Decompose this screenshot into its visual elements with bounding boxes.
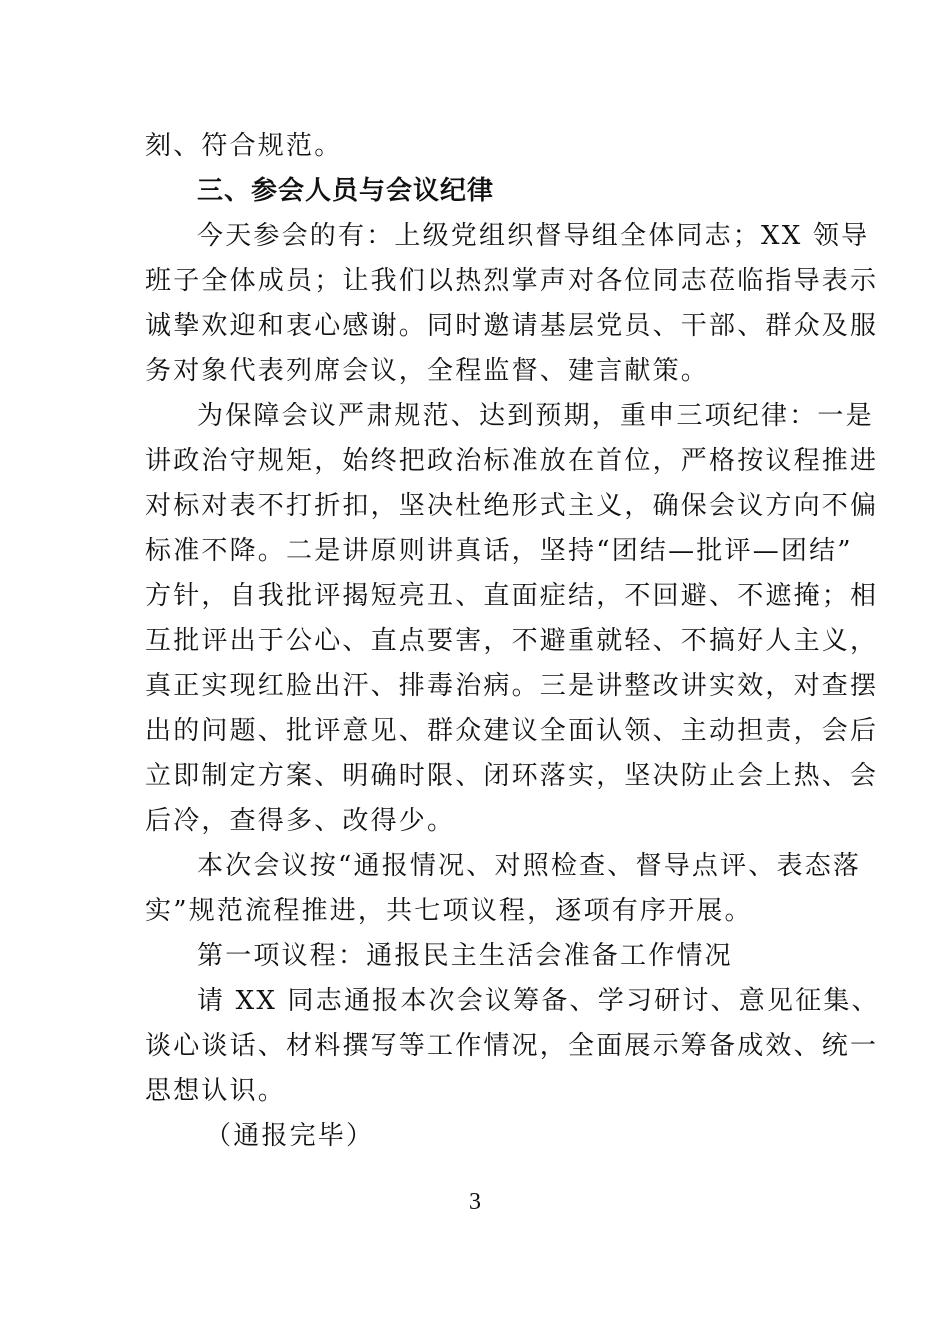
paragraph-line: 方针，自我批评揭短亮丑、直面症结，不回避、不遮掩；相 xyxy=(145,581,879,611)
paragraph-line: 讲政治守规矩，始终把政治标准放在首位，严格按议程推进 xyxy=(145,446,879,476)
paragraph-line: 为保障会议严肃规范、达到预期，重申三项纪律：一是 xyxy=(197,401,874,431)
document-body xyxy=(145,124,880,1159)
paragraph-line: 班子全体成员；让我们以热烈掌声对各位同志莅临指导表示 xyxy=(145,266,879,296)
paragraph-line: 今天参会的有：上级党组织督导组全体同志；XX 领导 xyxy=(197,221,870,251)
paragraph-line: 立即制定方案、明确时限、闭环落实，坚决防止会上热、会 xyxy=(145,761,879,791)
section-heading: 三、参会人员与会议纪律 xyxy=(197,176,495,206)
paragraph-line: 思想认识。 xyxy=(145,1076,287,1106)
paragraph-line: 对标对表不打折扣，坚决杜绝形式主义，确保会议方向不偏 xyxy=(145,491,879,521)
paragraph-line: 后冷，查得多、改得少。 xyxy=(145,806,456,836)
paragraph-line: 请 XX 同志通报本次会议筹备、学习研讨、意见征集、 xyxy=(197,986,880,1016)
agenda-item-title: 第一项议程：通报民主生活会准备工作情况 xyxy=(197,941,733,971)
procedure-note: （通报完毕） xyxy=(205,1121,375,1151)
paragraph-line: 本次会议按“通报情况、对照检查、督导点评、表态落 xyxy=(197,851,862,881)
page-number: 3 xyxy=(469,1189,481,1215)
paragraph-line: 真正实现红脸出汗、排毒治病。三是讲整改讲实效，对查摆 xyxy=(145,671,879,701)
paragraph-line: 务对象代表列席会议，全程监督、建言献策。 xyxy=(145,356,710,386)
paragraph-line: 出的问题、批评意见、群众建议全面认领、主动担责，会后 xyxy=(145,716,879,746)
paragraph-line: 诚挚欢迎和衷心感谢。同时邀请基层党员、干部、群众及服 xyxy=(145,311,879,341)
paragraph-line: 实”规范流程推进，共七项议程，逐项有序开展。 xyxy=(145,896,753,926)
paragraph-line: 互批评出于公心、直点要害，不避重就轻、不搞好人主义， xyxy=(145,626,879,656)
paragraph-line: 标准不降。二是讲原则讲真话，坚持“团结—批评—团结” xyxy=(145,536,853,566)
paragraph-continuation-line: 刻、符合规范。 xyxy=(145,131,343,161)
paragraph-line: 谈心谈话、材料撰写等工作情况，全面展示筹备成效、统一 xyxy=(145,1031,879,1061)
